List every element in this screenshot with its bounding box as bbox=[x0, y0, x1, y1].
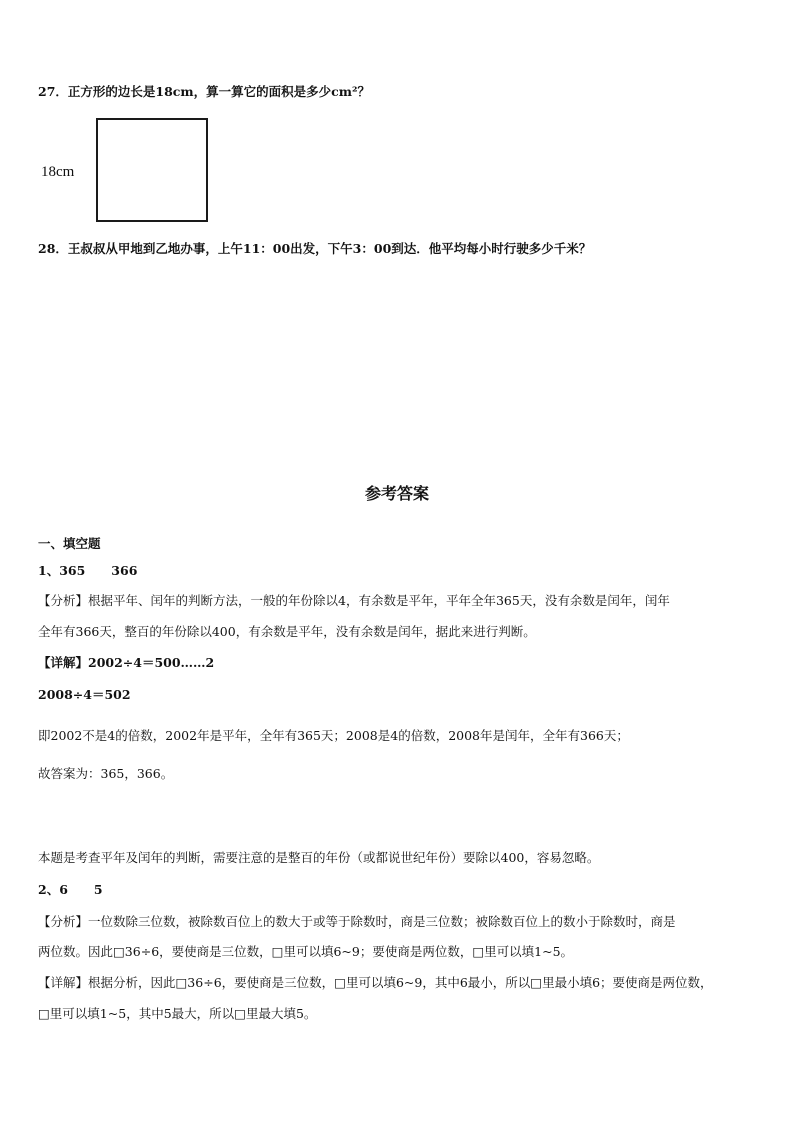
answer-2-analysis-line1: 【分析】一位数除三位数，被除数百位上的数大于或等于除数时，商是三位数；被除数百位上的数小于除数时，商是 bbox=[38, 914, 676, 929]
section-heading: 一、填空题 bbox=[38, 536, 101, 551]
answer-1-analysis-line2: 全年有366天，整百的年份除以400，有余数是平年，没有余数是闰年，据此来进行判断。 bbox=[38, 624, 536, 639]
answer-1-detail-line4: 故答案为：365，366。 bbox=[38, 766, 174, 781]
question-27: 27．正方形的边长是18cm，算一算它的面积是多少cm²？ bbox=[38, 84, 370, 99]
answer-1-second: 366 bbox=[111, 563, 138, 578]
answer-2-analysis-line2: 两位数。因此□36÷6，要使商是三位数，□里可以填6~9；要使商是两位数，□里可以填1~5。 bbox=[38, 944, 574, 959]
square-side-label: 18cm bbox=[41, 164, 75, 180]
answer-2-detail-line1: 【详解】根据分析，因此□36÷6，要使商是三位数，□里可以填6~9，其中6最小，所以□里最小填6；要使商是两位数， bbox=[38, 975, 713, 990]
answer-1-detail-line2: 2008÷4＝502 bbox=[38, 687, 131, 702]
answer-1-analysis-line1: 【分析】根据平年、闰年的判断方法，一般的年份除以4，有余数是平年，平年全年365天，没有余数是闰年，闰年 bbox=[38, 593, 670, 608]
answers-title: 参考答案 bbox=[364, 484, 429, 503]
answer-1-detail-line3: 即2002不是4的倍数，2002年是平年，全年有365天；2008是4的倍数，2008年是闰年，全年有366天； bbox=[38, 728, 629, 743]
answer-1-point: 本题是考查平年及闰年的判断，需要注意的是整百的年份（或都说世纪年份）要除以400，容易忽略。 bbox=[38, 850, 600, 865]
answer-2-values bbox=[38, 884, 103, 897]
answer-1-first: 1、365 bbox=[38, 563, 86, 578]
answer-1-values bbox=[38, 565, 137, 578]
question-28: 28．王叔叔从甲地到乙地办事，上午11：00出发，下午3：00到达．他平均每小时行驶多少千米？ bbox=[38, 241, 592, 256]
answer-2-first: 2、6 bbox=[38, 882, 68, 897]
answer-2-second: 5 bbox=[93, 882, 103, 897]
answer-1-detail-line1: 【详解】2002÷4＝500……2 bbox=[38, 655, 215, 670]
square-figure bbox=[96, 118, 208, 222]
answer-2-detail-line2: □里可以填1~5，其中5最大，所以□里最大填5。 bbox=[38, 1006, 317, 1021]
